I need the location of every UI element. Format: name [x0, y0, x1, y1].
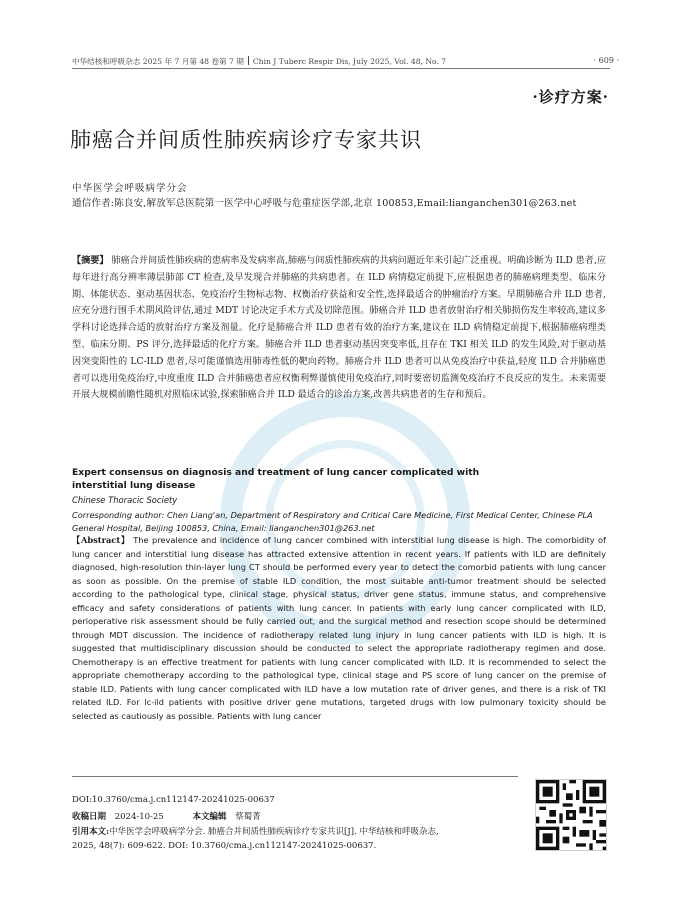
english-title: Expert consensus on diagnosis and treatment of lung cancer complicated with interstitial lung disease [72, 467, 480, 491]
page-number: · 609 · [593, 56, 619, 65]
english-corresponding: Corresponding author: Chen Liang'an, Department of Respiratory and Critical Care Medicine, First Medical Center, Chinese PLA General Hospital, Beijing 100853, China, Email: lianganchen301@263.net [72, 510, 593, 534]
citation-line-2: 2025, 48(7): 609-622. DOI: 10.3760/cma.j.cn112147-20241025-00637. [72, 841, 377, 851]
article-title: 肺癌合并间质性肺疾病诊疗专家共识 [70, 128, 422, 152]
editor-name: 蔡蜀菁 [235, 812, 261, 822]
author-organization: 中华医学会呼吸病学分会 [72, 183, 188, 194]
abstract-en [72, 534, 606, 723]
cite-label: 引用本文: [72, 827, 110, 837]
journal-cn: 中华结核和呼吸杂志 2025 年 7 月第 48 卷第 7 期 [72, 57, 244, 66]
footer-rule [72, 776, 518, 777]
cite-text: 中华医学会呼吸病学分会. 肺癌合并间质性肺疾病诊疗专家共识[J]. 中华结核和呼吸杂志, [109, 827, 439, 837]
english-society: Chinese Thoracic Society [72, 495, 178, 505]
column-label: ·诊疗方案· [532, 88, 609, 106]
qr-code-icon[interactable] [535, 779, 607, 851]
citation-line [72, 825, 439, 837]
abstract-cn-text: 肺癌合并间质性肺疾病的患病率及发病率高,肺癌与间质性肺疾病的共病问题近年来引起广泛重视。明确诊断为 ILD 患者,应每年进行高分辨率薄层肺部 CT 检查,及早发现合并肺癌的共病患者。在 ILD 病情稳定前提下,应根据患者的肺癌病理类型、临床分期、体能状态、驱动基因状态、免疫治疗生物标志物、权衡治疗获益和安全性,选择最适合的肿瘤治疗方案。早期肺癌合并 ILD 患者,应充分进行围手术期风险评估,通过 MDT 讨论决定手术方式及切除范围。肺癌合并 ILD 患者放射治疗相关肺损伤发生率较高,建议多学科讨论选择合适的放射治疗方案及剂量。化疗是肺癌合并 ILD 患者有效的治疗方案,建议在 ILD 病情稳定前提下,根据肺癌病理类型、临床分期、PS 评分,选择最适的化疗方案。肺癌合并 ILD 患者驱动基因突变率低,且存在 TKI 相关 ILD 的发生风险,对于驱动基因突变阳性的 LC-ILD 患者,尽可能谨慎选用肺毒性低的靶向药物。肺癌合并 ILD 患者可以从免疫治疗中获益,轻度 ILD 合并肺癌患者可以选用免疫治疗,中度重度 ILD 合并肺癌患者应权衡利弊谨慎使用免疫治疗,同时要密切监测免疫治疗不良反应的发生。未来需要开展大规模前瞻性随机对照临床试验,探索肺癌合并 ILD 最适合的诊治方案,改善共病患者的生存和预后。 [72, 256, 606, 401]
received-line [72, 810, 261, 822]
received-date: 2024-10-25 [114, 812, 164, 822]
journal-en: Chin J Tuberc Respir Dis, July 2025, Vol. 48, No. 7 [252, 57, 447, 66]
received-label: 收稿日期 [72, 812, 107, 822]
abstract-en-text: The prevalence and incidence of lung cancer combined with interstitial lung disease is high. The comorbidity of lung cancer and interstitial lung disease has attracted extensive attention in recent years. If patients with ILD are definitely diagnosed, high-resolution thin-layer lung CT should be performed every year to detect the comorbid patients with lung cancer as soon as possible. On the premise of stable ILD condition, the most suitable anti-tumor treatment should be selected according to the pathological type, clinical stage, physical status, driver gene status, immune status, and comprehensive efficacy and safety considerations of patients with lung cancer. In patients with early lung cancer complicated with ILD, perioperative risk assessment should be fully carried out, and the surgical method and resection scope should be determined through MDT discussion. The incidence of radiotherapy related lung injury in lung cancer patients with ILD is high. It is suggested that multidisciplinary discussion should be conducted to select the appropriate radiotherapy regimen and dose. Chemotherapy is an effective treatment for patients with lung cancer complicated with ILD. It is recommended to select the appropriate chemotherapy according to the pathological type, clinical stage and PS score of lung cancer on the premise of stable ILD. Patients with lung cancer complicated with ILD have a low mutation rate of driver genes, and there is a risk of TKI related ILD. For lc-ild patients with positive driver gene mutations, targeted drugs with low pulmonary toxicity should be selected as cautiously as possible. Patients with lung cancer [72, 535, 607, 721]
running-header [72, 56, 446, 67]
editor-label: 本文编辑 [192, 812, 227, 822]
doi-line: DOI:10.3760/cma.j.cn112147-20241025-00637 [72, 795, 275, 805]
qr-code-graphic [536, 780, 606, 850]
abstract-en-label: 【Abstract】 [72, 535, 130, 545]
header-separator [248, 56, 249, 65]
abstract-cn [72, 253, 606, 404]
abstract-cn-label: 【摘要】 [72, 255, 109, 266]
header-rule [72, 68, 610, 69]
corresponding-author-cn: 通信作者:陈良安,解放军总医院第一医学中心呼吸与危重症医学部,北京 100853,Email:lianganchen301@263.net [72, 198, 577, 209]
